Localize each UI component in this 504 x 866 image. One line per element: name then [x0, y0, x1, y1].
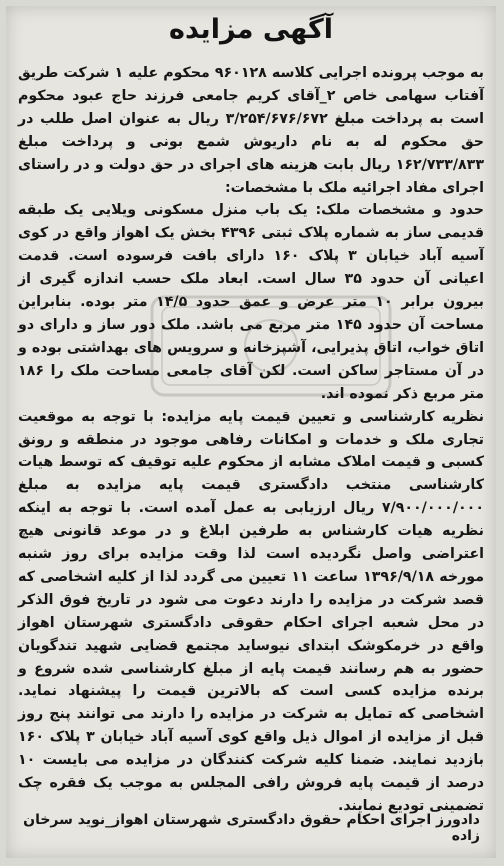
property-description-paragraph: حدود و مشخصات ملک: یک باب منزل مسکونی ویلایی یک طبقه قدیمی ساز به شماره پلاک ثبتی ۴۳۹۶ بخش یک اهواز واقع در کوی آسیه آباد خیابان ۳ پلاک ۱۶۰ دارای بافت فرسوده است. قدمت اعیانی آن حدود ۳۵ سال است. ابعاد ملک حسب اندازه گیری از بیرون برابر ۱۰ متر عرض و عمق حدود ۱۴/۵ متر بوده. بنابراین مساحت آن حدود ۱۴۵ متر مربع می باشد. ملک دور ساز و دارای دو اتاق خواب، اتاق پذیرایی، آشپزخانه و سرویس های بهداشتی بوده و در آن مستاجر ساکن است. لکن آقای جامعی مساحت ملک را ۱۸۶ متر مربع ذکر نموده اند.: [18, 202, 485, 402]
signature-line: دادورز اجرای احکام حقوق دادگستری شهرستان اهواز_نوید سرخان زاده: [23, 812, 480, 844]
notice-body: [18, 62, 484, 818]
notice-title: آگهی مزایده: [169, 14, 333, 45]
auction-details-paragraph: نظریه کارشناسی و تعیین قیمت پایه مزایده: با توجه به موقعیت تجاری ملک و خدمات و امکانات رفاهی موجود در منطقه و رونق کسبی و قیمت املاک مشابه از محکوم علیه توقیف که توسط هیات کارشناسی منتخب دادگستری قیمت پایه مزایده به مبلغ ۷/۹۰۰/۰۰۰/۰۰۰ ریال ارزیابی به عمل آمده است. با توجه به اینکه نظریه هیات کارشناس به طرفین ابلاغ و در موعد قانونی هیچ اعتراضی واصل نگردیده است لذا وقت مزایده برای روز شنبه مورخه ۱۳۹۶/۹/۱۸ ساعت ۱۱ تعیین می گردد لذا از کلیه اشخاصی که قصد شرکت در مزایده را دارند دعوت می شود در تاریخ فوق الذکر در محل شعبه اجرای احکام حقوقی دادگستری شهرستان اهواز واقع در خرمکوشک ابتدای نیوساید مجتمع قضایی شهید تندگویان حضور به هم رسانند قیمت پایه از مبلغ کارشناسی شده شروع و برنده مزایده کسی است که بالاترین قیمت را پیشنهاد نماید. اشخاصی که تمایل به شرکت در مزایده را دارند می توانند پنج روز قبل از مزایده از اموال ذیل واقع کوی آسیه آباد خیابان ۳ پلاک ۱۶۰ بازدید نمایند. ضمنا کلیه شرکت کنندگان در مزایده می بایست ۱۰ درصد از قیمت پایه فروش رافی المجلس به موجب یک فقره چک تضمینی تودیع نمایند.: [18, 408, 484, 814]
newspaper-clipping: [6, 6, 496, 858]
case-paragraph: به موجب پرونده اجرایی کلاسه ۹۶۰۱۲۸ محکوم علیه ۱ شرکت طریق آفتاب سهامی خاص ۲_آقای کریم جامعی فرزند حاج عبود محکوم است به پرداخت مبلغ ۳/۲۵۴/۶۷۶/۶۷۲ ریال به عنوان اصل طلب در حق محکوم له به نام داریوش شمع بونی و پرداخت مبلغ ۱۶۲/۷۳۳/۸۳۳ ریال بابت هزینه های اجرای در حق دولت و در راستای اجرای مفاد اجرائیه ملک با مشخصات:: [18, 65, 484, 196]
